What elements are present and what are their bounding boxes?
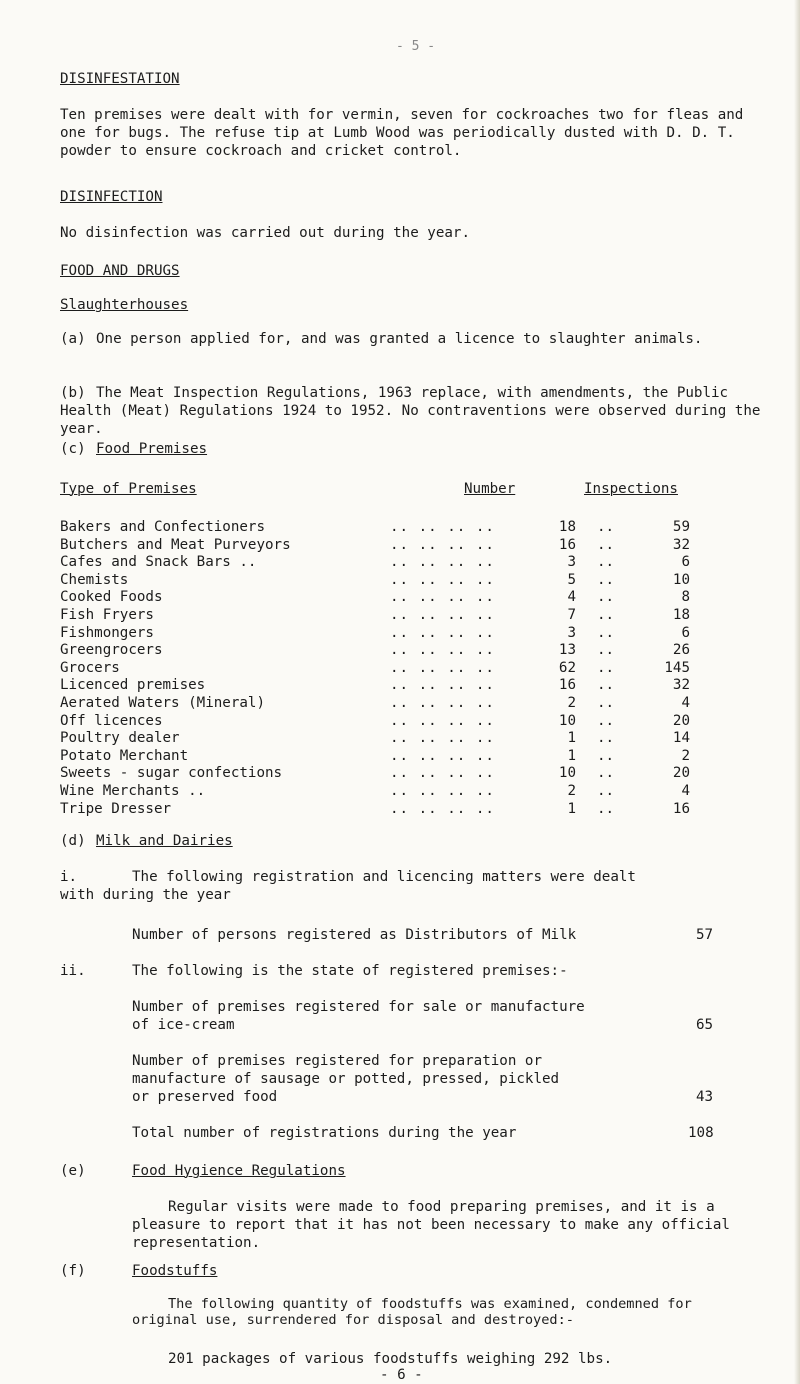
food-premises-heading: Food Premises xyxy=(96,441,208,457)
table-row xyxy=(60,747,720,765)
premises-number: 1 xyxy=(567,747,576,764)
separator-dots: .. xyxy=(597,519,615,535)
premises-type: Sweets - sugar confections xyxy=(60,765,283,782)
table-row xyxy=(60,676,720,694)
premises-type: Fishmongers xyxy=(60,624,154,641)
foodstuffs-summary: 201 packages of various foodstuffs weighing 292 lbs. xyxy=(168,1351,613,1367)
page-edge-shadow xyxy=(794,0,800,1384)
premises-inspections: 18 xyxy=(672,607,690,623)
item-e-label: (e) xyxy=(60,1163,86,1179)
separator-dots: .. xyxy=(597,536,615,553)
leader-dots: .. .. .. .. xyxy=(390,607,495,623)
table-row xyxy=(60,712,720,730)
foodstuffs-text: The following quantity of foodstuffs was examined, condemned for original use, surrendered for disposal and destroyed:- xyxy=(132,1296,692,1328)
leader-dots: .. .. .. .. xyxy=(390,642,495,659)
item-c-label: (c) xyxy=(60,441,86,457)
premises-number: 4 xyxy=(567,589,576,606)
premises-type: Cafes and Snack Bars .. xyxy=(60,554,257,571)
disinfestation-heading: DISINFESTATION xyxy=(60,71,180,87)
item-f-label: (f) xyxy=(60,1263,86,1279)
table-row xyxy=(60,606,720,624)
ice-cream-label-2: of ice-cream xyxy=(132,1017,235,1033)
leader-dots: .. .. .. .. xyxy=(390,624,495,641)
premises-inspections: 10 xyxy=(672,571,690,588)
table-row xyxy=(60,536,720,554)
premises-type: Poultry dealer xyxy=(60,730,180,747)
leader-dots: .. .. .. .. xyxy=(390,571,495,588)
premises-number: 13 xyxy=(558,642,576,659)
table-row xyxy=(60,571,720,589)
premises-number: 10 xyxy=(558,765,576,782)
page-number: - 6 - xyxy=(380,1367,423,1383)
separator-dots: .. xyxy=(597,747,615,764)
item-b-label: (b) xyxy=(60,385,86,401)
table-row xyxy=(60,800,720,818)
milk-ii-label: ii. xyxy=(60,963,86,979)
hygiene-text: Regular visits were made to food preparing premises, and it is a pleasure to report that it has not been necessary to make any official representation. xyxy=(132,1199,730,1251)
hygiene-heading: Food Hygience Regulations xyxy=(132,1163,346,1179)
ice-cream-value: 65 xyxy=(696,1017,714,1033)
separator-dots: .. xyxy=(597,554,615,571)
premises-number: 16 xyxy=(558,677,576,694)
col-inspections-header: Inspections xyxy=(584,481,678,497)
sausage-value: 43 xyxy=(696,1089,714,1105)
item-d-label: (d) xyxy=(60,833,86,849)
leader-dots: .. .. .. .. xyxy=(390,536,495,553)
disinfestation-text: Ten premises were dealt with for vermin, seven for cockroaches two for fleas and one for bugs. The refuse tip at Lumb Wood was periodically dusted with D. D. T. powder to ensure cockroach and cricket control. xyxy=(60,107,744,159)
premises-inspections: 145 xyxy=(664,659,690,676)
disinfection-heading: DISINFECTION xyxy=(60,189,163,205)
premises-type: Aerated Waters (Mineral) xyxy=(60,695,265,711)
premises-number: 3 xyxy=(567,624,576,641)
premises-type: Off licences xyxy=(60,712,163,729)
premises-type: Grocers xyxy=(60,659,120,676)
premises-inspections: 20 xyxy=(672,765,690,782)
separator-dots: .. xyxy=(597,607,615,623)
table-row xyxy=(60,659,720,677)
leader-dots: .. .. .. .. xyxy=(390,554,495,571)
total-registrations-label: Total number of registrations during the year xyxy=(132,1125,517,1141)
table-row xyxy=(60,624,720,642)
table-row xyxy=(60,729,720,747)
premises-type: Fish Fryers xyxy=(60,607,154,623)
premises-type: Greengrocers xyxy=(60,642,163,659)
item-a-label: (a) xyxy=(60,331,86,347)
col-number-header: Number xyxy=(464,481,516,497)
distributors-label: Number of persons registered as Distributors of Milk xyxy=(132,927,577,943)
leader-dots: .. .. .. .. xyxy=(390,659,495,676)
table-row xyxy=(60,588,720,606)
premises-inspections: 16 xyxy=(672,800,690,817)
separator-dots: .. xyxy=(597,642,615,659)
premises-number: 7 xyxy=(567,607,576,623)
leader-dots: .. .. .. .. xyxy=(390,730,495,747)
premises-number: 16 xyxy=(558,536,576,553)
premises-type: Tripe Dresser xyxy=(60,800,172,817)
milk-heading: Milk and Dairies xyxy=(96,833,233,849)
premises-inspections: 20 xyxy=(672,712,690,729)
leader-dots: .. .. .. .. xyxy=(390,519,495,535)
premises-number: 3 xyxy=(567,554,576,571)
premises-inspections: 6 xyxy=(681,554,690,571)
disinfection-text: No disinfection was carried out during the year. xyxy=(60,225,470,241)
premises-inspections: 32 xyxy=(672,677,690,694)
premises-type: Licenced premises xyxy=(60,677,206,694)
premises-number: 10 xyxy=(558,712,576,729)
separator-dots: .. xyxy=(597,730,615,747)
milk-i-label: i. xyxy=(60,869,78,885)
milk-i-text-1: The following registration and licencing matters were dealt xyxy=(132,869,636,885)
item-a-text: One person applied for, and was granted a licence to slaughter animals. xyxy=(96,331,703,347)
distributors-value: 57 xyxy=(696,927,714,943)
table-row xyxy=(60,694,720,712)
premises-type: Butchers and Meat Purveyors xyxy=(60,536,291,553)
leader-dots: .. .. .. .. xyxy=(390,589,495,606)
col-type-header: Type of Premises xyxy=(60,481,197,497)
separator-dots: .. xyxy=(597,783,615,799)
table-row xyxy=(60,518,720,536)
top-page-mark: - 5 - xyxy=(396,39,436,54)
leader-dots: .. .. .. .. xyxy=(390,765,495,782)
premises-number: 1 xyxy=(567,800,576,817)
premises-inspections: 59 xyxy=(672,519,690,535)
table-row xyxy=(60,641,720,659)
sausage-label-1: Number of premises registered for preparation or xyxy=(132,1053,542,1069)
table-row xyxy=(60,553,720,571)
premises-inspections: 26 xyxy=(672,642,690,659)
milk-ii-text: The following is the state of registered premises:- xyxy=(132,963,568,979)
premises-inspections: 8 xyxy=(681,589,690,606)
premises-type: Bakers and Confectioners xyxy=(60,519,265,535)
premises-type: Potato Merchant xyxy=(60,747,189,764)
premises-inspections: 32 xyxy=(672,536,690,553)
separator-dots: .. xyxy=(597,589,615,606)
slaughterhouses-heading: Slaughterhouses xyxy=(60,297,189,313)
table-row xyxy=(60,764,720,782)
leader-dots: .. .. .. .. xyxy=(390,747,495,764)
leader-dots: .. .. .. .. xyxy=(390,800,495,817)
leader-dots: .. .. .. .. xyxy=(390,712,495,729)
milk-i-text-2: with during the year xyxy=(60,887,231,903)
premises-number: 2 xyxy=(567,695,576,711)
total-registrations-value: 108 xyxy=(688,1125,714,1141)
separator-dots: .. xyxy=(597,800,615,817)
table-row xyxy=(60,782,720,800)
leader-dots: .. .. .. .. xyxy=(390,783,495,799)
premises-inspections: 6 xyxy=(681,624,690,641)
separator-dots: .. xyxy=(597,677,615,694)
premises-type: Chemists xyxy=(60,571,129,588)
premises-number: 62 xyxy=(558,659,576,676)
premises-type: Cooked Foods xyxy=(60,589,163,606)
premises-inspections: 14 xyxy=(672,730,690,747)
foodstuffs-heading: Foodstuffs xyxy=(132,1263,218,1279)
leader-dots: .. .. .. .. xyxy=(390,695,495,711)
premises-inspections: 4 xyxy=(681,695,690,711)
ice-cream-label-1: Number of premises registered for sale or manufacture xyxy=(132,999,585,1015)
premises-inspections: 4 xyxy=(681,783,690,799)
premises-inspections: 2 xyxy=(681,747,690,764)
premises-type: Wine Merchants .. xyxy=(60,783,206,799)
item-b-text: The Meat Inspection Regulations, 1963 replace, with amendments, the Public Health (Meat) Regulations 1924 to 1952. No contraventions were observed during the year. xyxy=(60,385,761,437)
leader-dots: .. .. .. .. xyxy=(390,677,495,694)
separator-dots: .. xyxy=(597,624,615,641)
premises-number: 5 xyxy=(567,571,576,588)
premises-number: 2 xyxy=(567,783,576,799)
sausage-label-2: manufacture of sausage or potted, pressed, pickled xyxy=(132,1071,560,1087)
separator-dots: .. xyxy=(597,571,615,588)
food-drugs-heading: FOOD AND DRUGS xyxy=(60,263,180,279)
premises-number: 1 xyxy=(567,730,576,747)
separator-dots: .. xyxy=(597,712,615,729)
separator-dots: .. xyxy=(597,765,615,782)
separator-dots: .. xyxy=(597,659,615,676)
separator-dots: .. xyxy=(597,695,615,711)
sausage-label-3: or preserved food xyxy=(132,1089,278,1105)
premises-number: 18 xyxy=(558,519,576,535)
